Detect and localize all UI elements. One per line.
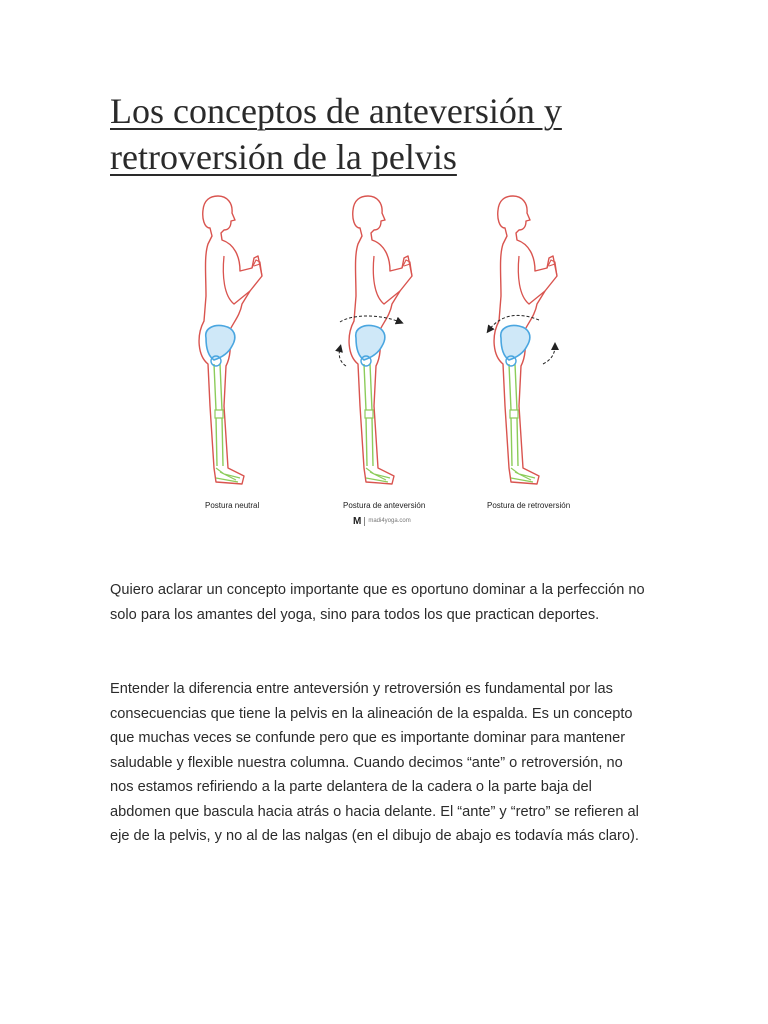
credit-logo: M xyxy=(353,515,362,527)
rotation-arrow-lower-icon xyxy=(543,346,555,364)
pelvis-posture-illustration xyxy=(110,188,658,528)
image-credit xyxy=(353,515,411,527)
figure-neutral xyxy=(199,196,262,484)
credit-divider xyxy=(364,517,365,526)
caption-retroversion: Postura de retroversión xyxy=(487,501,571,510)
figure-retroversion xyxy=(489,196,557,484)
caption-anteversion: Postura de anteversión xyxy=(343,501,426,510)
rotation-arrow-upper-icon xyxy=(340,316,400,322)
credit-text: madi4yoga.com xyxy=(368,518,411,524)
caption-neutral: Postura neutral xyxy=(205,501,260,510)
paragraph-intro: Quiero aclarar un concepto importante que es oportuno dominar a la perfección no solo para los amantes del yoga, sino para todos los que practican deportes. xyxy=(110,582,645,623)
paragraph-explanation: Entender la diferencia entre anteversión y retroversión es fundamental por las consecuencias que tiene la pelvis en la alineación de la espalda. Es un concepto que muchas veces se confunde pero que es importante dominar para mantener saludable y flexible nuestra columna. Cuando decimos “ante” o retroversión, no nos estamos refiriendo a la parte delantera de la cadera o la parte baja del abdomen que bascula hacia atrás o hacia delante. El “ante” y “retro” se refieren al eje de la pelvis, y no al de las nalgas (en el dibujo de abajo es todavía más claro). xyxy=(110,681,639,844)
page-title: Los conceptos de anteversión y retroversión de la pelvis xyxy=(110,91,562,177)
figure-anteversion xyxy=(339,196,412,484)
rotation-arrow-lower-icon xyxy=(339,348,346,366)
